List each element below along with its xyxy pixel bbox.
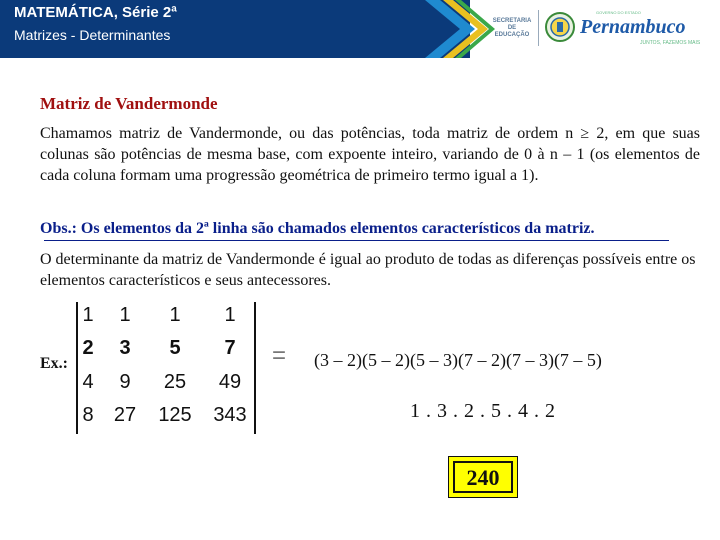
example-label: Ex.: [40,355,68,372]
logo-divider [538,10,539,46]
seal-icon [545,12,575,42]
matrix-cell: 9 [119,371,131,393]
observation-note: Obs.: Os elementos da 2ª linha são chamados elementos característicos da matriz. [40,220,595,237]
matrix-cell: 25 [163,371,187,393]
matrix-cell: 27 [113,404,137,426]
matrix-right-bar [254,302,256,434]
matrix-cell-characteristic: 7 [224,337,236,359]
government-label: GOVERNO DO ESTADO [596,10,641,15]
section-title: Matriz de Vandermonde [40,94,218,113]
result-box [448,456,518,498]
matrix-cell: 4 [82,371,94,393]
matrix-cell-characteristic: 2 [82,337,94,359]
result-value: 240 [453,461,513,493]
header-title: MATEMÁTICA, Série 2ª [14,4,177,21]
vandermonde-matrix [60,300,270,436]
header [0,0,720,58]
partial-factors: 1 . 3 . 2 . 5 . 4 . 2 [410,400,556,422]
logo-area [490,6,715,52]
matrix-cell: 1 [82,304,94,326]
secretaria-logo-text: SECRETARIA DE EDUCAÇÃO [492,18,532,38]
matrix-cell-characteristic: 3 [119,337,131,359]
matrix-cell: 343 [213,404,247,426]
matrix-cell: 1 [169,304,181,326]
intro-paragraph: Chamamos matriz de Vandermonde, ou das potências, toda matriz de ordem n ≥ 2, em que suas colunas são potências de mesma base, com expoente inteiro, variando de 0 à n – 1 (os elementos de cada coluna formam uma progressão geométrica de primeiro termo igual a 1). [40,125,700,184]
matrix-cell-characteristic: 5 [169,337,181,359]
matrix-cell: 1 [119,304,131,326]
determinant-rule-paragraph: O determinante da matriz de Vandermonde é igual ao produto de todas as diferenças possíveis entre os elementos característicos e seus antecessores. [40,251,696,289]
header-subtitle: Matrizes - Determinantes [14,27,171,43]
difference-product: (3 – 2)(5 – 2)(5 – 3)(7 – 2)(7 – 3)(7 – 5) [314,350,602,370]
matrix-cell: 125 [158,404,192,426]
matrix-cell: 49 [218,371,242,393]
header-stripes-decoration [395,0,495,58]
logo-tagline: JUNTOS, FAZEMOS MAIS [640,40,701,46]
pernambuco-logo-text: Pernambuco [580,16,686,38]
matrix-cell: 1 [224,304,236,326]
equals-sign: = [272,342,287,369]
observation-underline [44,240,669,241]
matrix-cell: 8 [82,404,94,426]
